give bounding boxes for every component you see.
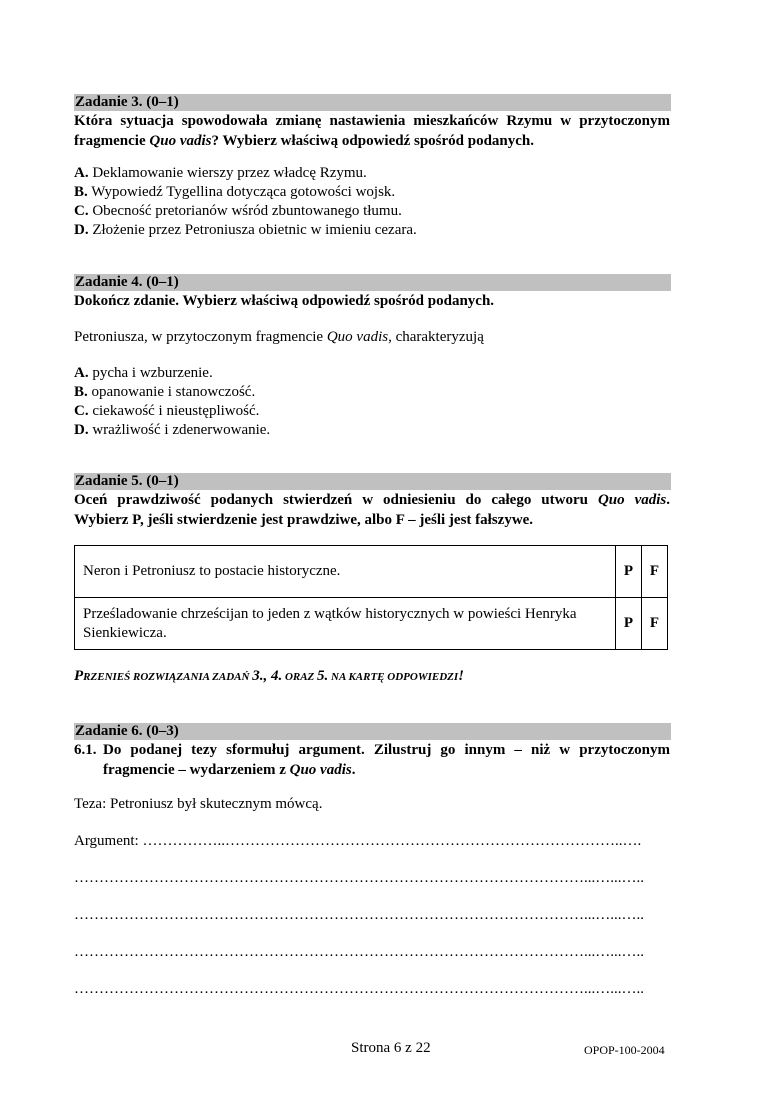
argument-answer-line[interactable]: Argument: ……………..……………………………………………………………………..…. — [74, 833, 642, 849]
title-quo-vadis: Quo vadis — [149, 133, 212, 149]
page-number: Strona 6 z 22 — [351, 1040, 431, 1056]
answer-line[interactable]: …………………………………………………………………………………………...…...….. — [74, 870, 644, 886]
task6-thesis: Teza: Petroniusz był skutecznym mówcą. — [74, 796, 323, 812]
true-option[interactable]: P — [616, 546, 642, 598]
task3-options — [74, 164, 670, 240]
true-option[interactable]: P — [616, 598, 642, 650]
task3-option-c: C. Obecność pretorianów wśród zbuntowanego tłumu. — [74, 203, 402, 219]
table-row — [75, 598, 668, 650]
exam-code: OPOP-100-2004 — [584, 1043, 665, 1057]
task6-question: 6.1. Do podanej tezy sformułuj argument. Zilustruj go innym – niż w przytoczonym fragmencie – wydarzeniem z Quo vadis. — [74, 742, 670, 778]
task5-header: Zadanie 5. (0–1) — [74, 473, 671, 490]
statement-cell: Neron i Petroniusz to postacie historyczne. — [75, 546, 616, 598]
answer-line[interactable]: …………………………………………………………………………………………...…...….. — [74, 944, 644, 960]
task3-option-a: A. Deklamowanie wierszy przez władcę Rzymu. — [74, 165, 367, 181]
answer-line[interactable]: …………………………………………………………………………………………...…...….. — [74, 907, 644, 923]
task4-question: Dokończ zdanie. Wybierz właściwą odpowiedź spośród podanych. — [74, 293, 495, 309]
task3-question: Która sytuacja spowodowała zmianę nastawienia mieszkańców Rzymu w przytoczonym fragmencie Quo vadis? Wybierz właściwą odpowiedź spośród podanych. — [74, 113, 670, 149]
task5-question: Oceń prawdziwość podanych stwierdzeń w odniesieniu do całego utworu Quo vadis. Wybierz P, jeśli stwierdzenie jest prawdziwe, albo F – jeśli jest fałszywe. — [74, 492, 670, 528]
false-option[interactable]: F — [642, 546, 668, 598]
task4-option-d: D. wrażliwość i zdenerwowanie. — [74, 422, 271, 438]
task4-options — [74, 364, 670, 440]
task4-option-b: B. opanowanie i stanowczość. — [74, 384, 256, 400]
statement-cell: Prześladowanie chrześcijan to jeden z wątków historycznych w powieści Henryka Sienkiewicza. — [75, 598, 616, 650]
task3-option-d: D. Złożenie przez Petroniusza obietnic w imieniu cezara. — [74, 222, 417, 238]
false-option[interactable]: F — [642, 598, 668, 650]
task4-option-c: C. ciekawość i nieustępliwość. — [74, 403, 260, 419]
task6-header: Zadanie 6. (0–3) — [74, 723, 671, 740]
task4-header: Zadanie 4. (0–1) — [74, 274, 671, 291]
task3-header: Zadanie 3. (0–1) — [74, 94, 671, 111]
answer-line[interactable]: …………………………………………………………………………………………...…...….. — [74, 981, 644, 997]
table-row — [75, 546, 668, 598]
task4-stem: Petroniusza, w przytoczonym fragmencie Quo vadis, charakteryzują — [74, 329, 484, 345]
task3-option-b: B. Wypowiedź Tygellina dotycząca gotowości wojsk. — [74, 184, 396, 200]
true-false-table — [74, 545, 668, 650]
task4-option-a: A. pycha i wzburzenie. — [74, 365, 213, 381]
transfer-note: PRZENIEŚ ROZWIĄZANIA ZADAŃ 3., 4. ORAZ 5. NA KARTĘ ODPOWIEDZI! — [74, 668, 465, 684]
